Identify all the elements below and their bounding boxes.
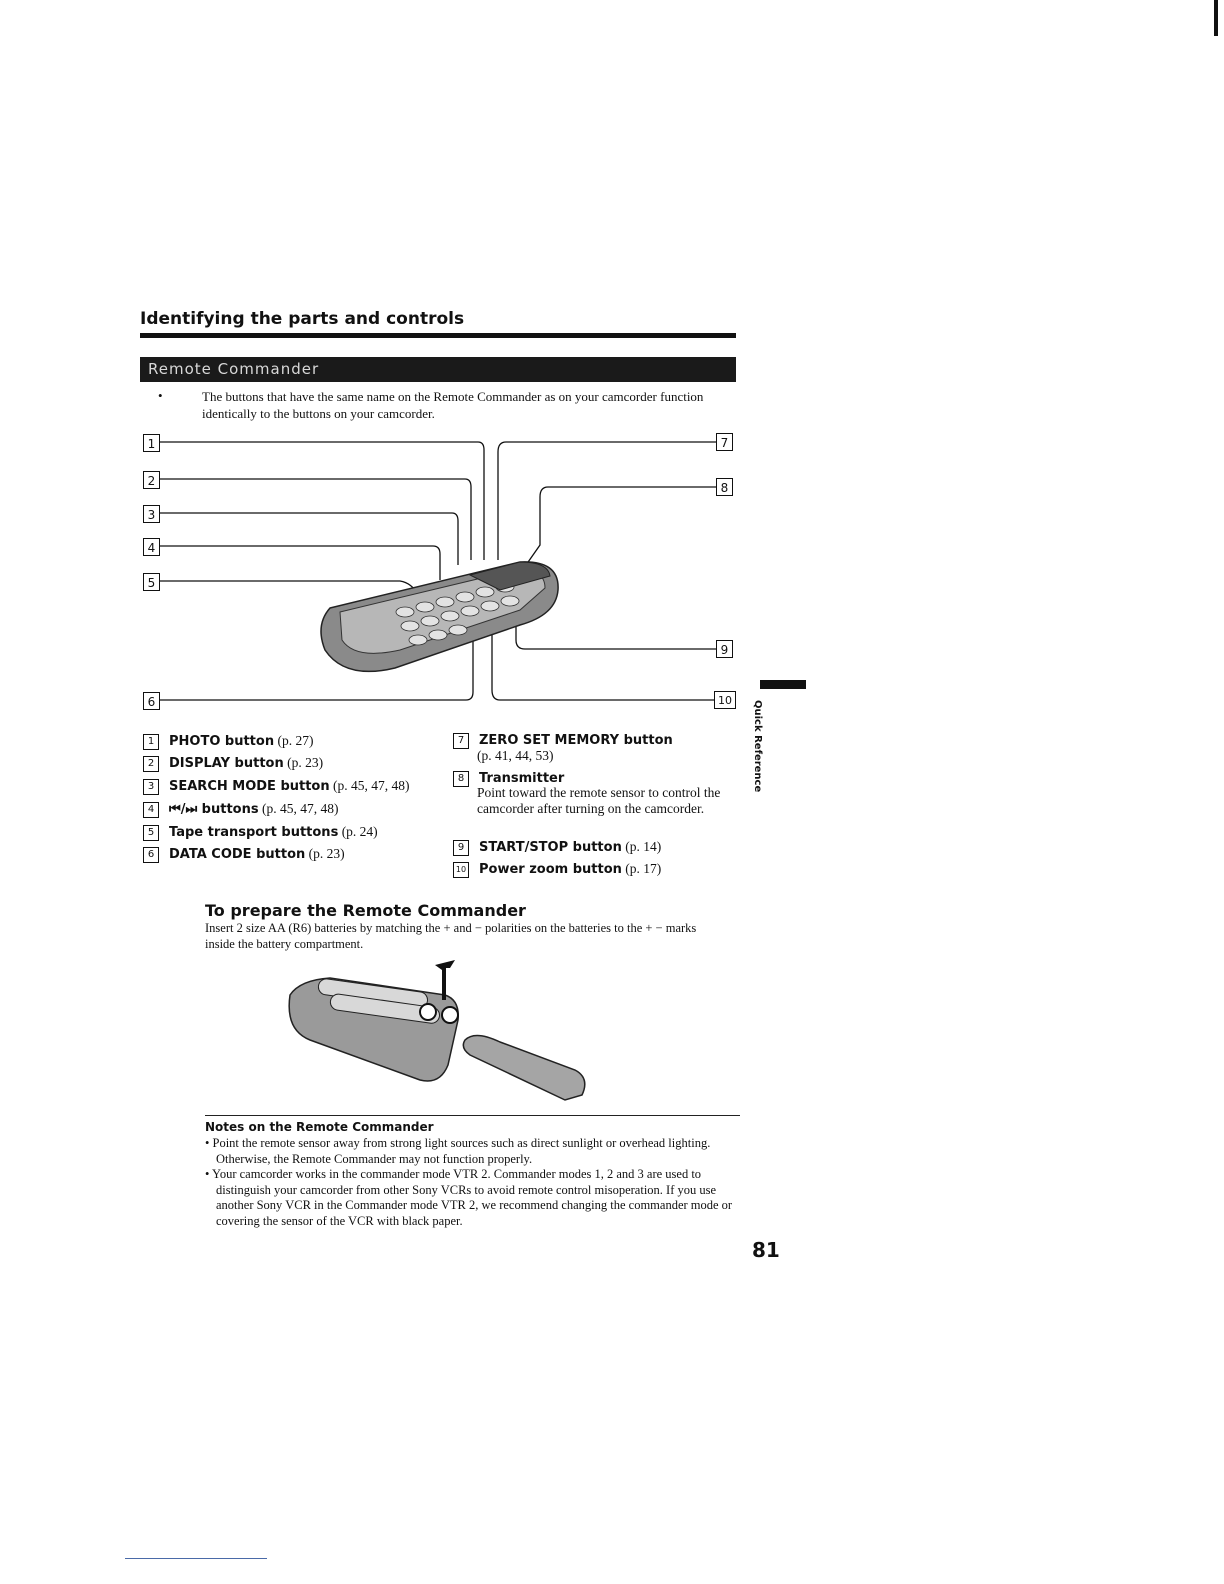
part-ref: (p. 27) — [277, 733, 314, 748]
callout-10: 10 — [714, 691, 736, 709]
part-name: START/STOP button — [479, 840, 622, 855]
leader-7 — [498, 442, 716, 560]
section-heading: Identifying the parts and controls — [140, 309, 465, 329]
part-number: 6 — [143, 847, 159, 863]
part-name: PHOTO button — [169, 734, 275, 749]
part-number: 5 — [143, 825, 159, 841]
part-name: Transmitter — [479, 771, 565, 786]
bottom-rule — [125, 1558, 267, 1559]
part-ref: (p. 14) — [625, 839, 662, 854]
part-ref: (p. 45, 47, 48) — [333, 778, 410, 793]
intro-bullet: • — [158, 388, 163, 403]
side-tab-bar — [760, 680, 806, 689]
callout-7: 7 — [716, 433, 733, 451]
intro-text: The buttons that have the same name on the Remote Commander as on your camcorder function identically to the buttons on your camcorder. — [202, 389, 704, 421]
banner-title: Remote Commander — [148, 360, 320, 378]
callout-8: 8 — [716, 478, 733, 496]
part-name: ⏮/⏭ buttons — [169, 802, 259, 817]
leader-2 — [160, 479, 471, 560]
part-item — [453, 836, 661, 859]
leader-8 — [526, 487, 716, 565]
callout-2: 2 — [143, 471, 160, 489]
part-ref: (p. 45, 47, 48) — [261, 801, 339, 816]
notes-rule — [205, 1115, 740, 1116]
part-name: Power zoom button — [479, 862, 622, 877]
callout-5: 5 — [143, 573, 160, 591]
part-number: 1 — [143, 734, 159, 750]
remote-commander-diagram — [0, 0, 1224, 720]
note-item: • Your camcorder works in the commander mode VTR 2. Commander modes 1, 2 and 3 are used to distinguish your camcorder from other Sony VCRs to avoid remote control misoperation. If you use another Sony VCR in the Commander mode VTR 2, we recommend changing the commander mode or covering the sensor of the VCR with black paper. — [205, 1167, 733, 1228]
leader-4 — [160, 546, 440, 580]
part-name: Tape transport buttons — [169, 825, 339, 840]
part-number: 3 — [143, 779, 159, 795]
part-name: ZERO SET MEMORY button — [479, 733, 673, 748]
part-number: 9 — [453, 840, 469, 856]
part-number: 2 — [143, 756, 159, 772]
part-name: DISPLAY button — [169, 756, 284, 771]
part-item — [143, 730, 313, 753]
part-ref: (p. 17) — [625, 861, 662, 876]
leader-lines — [160, 442, 716, 700]
part-number: 10 — [453, 862, 469, 878]
notes-title: Notes on the Remote Commander — [205, 1120, 434, 1134]
part-item — [143, 821, 378, 844]
battery-illustration — [270, 960, 600, 1110]
part-item — [143, 843, 345, 866]
leader-1 — [160, 442, 484, 560]
part-name: DATA CODE button — [169, 847, 306, 862]
callout-1: 1 — [143, 434, 160, 452]
page-number: 81 — [752, 1238, 780, 1262]
callout-6: 6 — [143, 692, 160, 710]
prepare-text: Insert 2 size AA (R6) batteries by matching the + and − polarities on the batteries to the + − marks inside the battery compartment. — [205, 921, 697, 951]
part-number: 7 — [453, 733, 469, 749]
part-ref: (p. 23) — [308, 846, 345, 861]
part-item — [143, 752, 323, 775]
leader-3 — [160, 513, 458, 565]
part-name: SEARCH MODE button — [169, 779, 330, 794]
part-number: 4 — [143, 802, 159, 818]
side-label: Quick Reference — [752, 700, 763, 793]
part-ref: (p. 24) — [341, 824, 378, 839]
callout-4: 4 — [143, 538, 160, 556]
notes-list — [205, 1136, 735, 1229]
part-item — [143, 775, 410, 798]
part-detail: (p. 41, 44, 53) — [477, 748, 554, 763]
part-item — [143, 798, 338, 821]
prepare-title: To prepare the Remote Commander — [205, 901, 526, 920]
callout-3: 3 — [143, 505, 160, 523]
callout-9: 9 — [716, 640, 733, 658]
part-detail: Point toward the remote sensor to control the camcorder after turning on the camcorder. — [477, 785, 721, 816]
leader-9 — [516, 610, 716, 649]
note-item: • Point the remote sensor away from strong light sources such as direct sunlight or overhead lighting. Otherwise, the Remote Commander may not function properly. — [205, 1136, 711, 1166]
leader-5 — [160, 581, 418, 595]
part-ref: (p. 23) — [287, 755, 324, 770]
part-number: 8 — [453, 771, 469, 787]
part-item — [453, 858, 661, 881]
